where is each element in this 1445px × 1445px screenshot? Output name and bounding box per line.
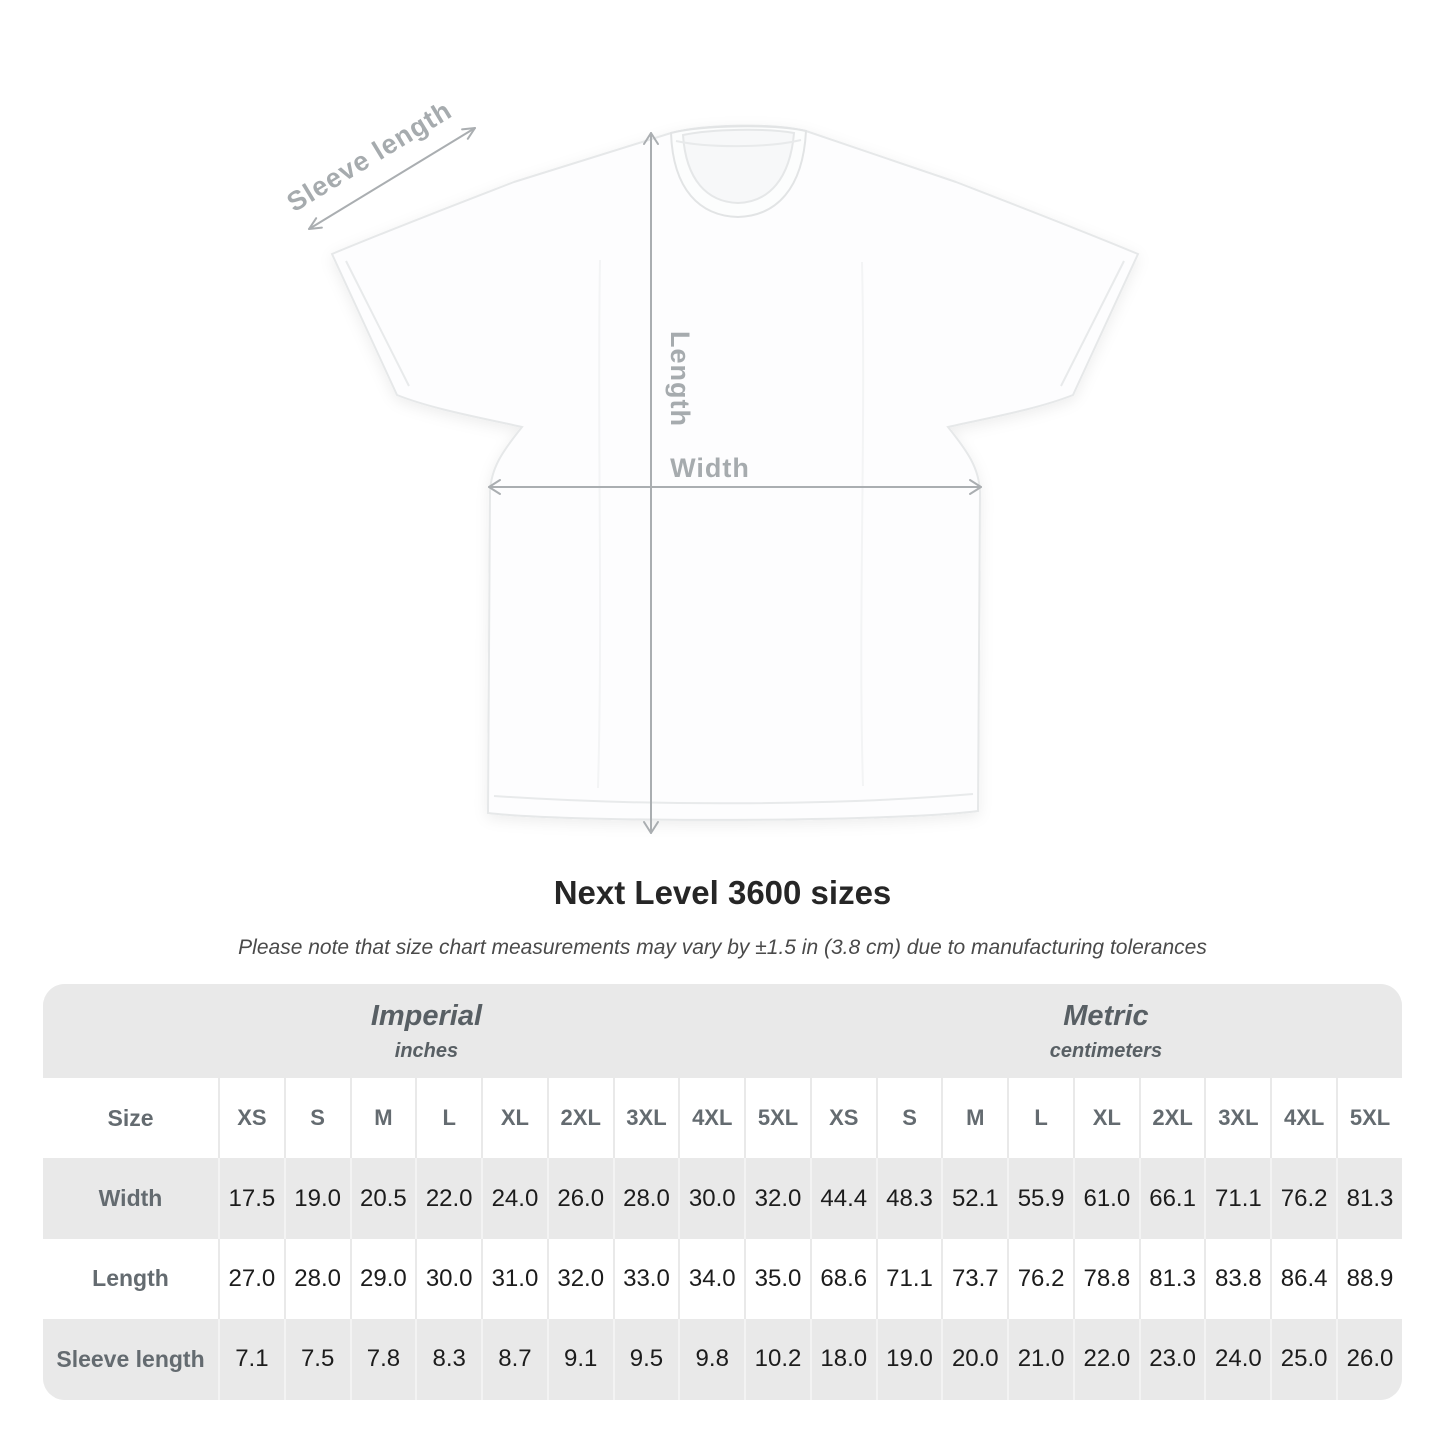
size-cell: 2XL: [547, 1078, 613, 1158]
sleeve-length-label: Sleeve length: [281, 94, 458, 218]
value-cell: 28.0: [613, 1158, 679, 1239]
value-cell: 30.0: [415, 1239, 481, 1318]
size-column-header: Size: [43, 1078, 218, 1158]
imperial-label: Imperial: [370, 999, 483, 1032]
value-cell: 18.0: [810, 1319, 876, 1400]
size-cell: 5XL: [1336, 1078, 1402, 1158]
size-cell: L: [415, 1078, 481, 1158]
value-cell: 7.1: [218, 1319, 284, 1400]
value-cell: 71.1: [1204, 1158, 1270, 1239]
value-cell: 81.3: [1139, 1239, 1205, 1318]
imperial-group-header: [43, 984, 810, 1078]
row-label-width: Width: [43, 1158, 218, 1239]
value-cell: 83.8: [1204, 1239, 1270, 1318]
value-cell: 21.0: [1007, 1319, 1073, 1400]
size-cell: 3XL: [1204, 1078, 1270, 1158]
value-cell: 27.0: [218, 1239, 284, 1318]
value-cell: 26.0: [547, 1158, 613, 1239]
value-cell: 52.1: [941, 1158, 1007, 1239]
value-cell: 68.6: [810, 1239, 876, 1318]
value-cell: 34.0: [678, 1239, 744, 1318]
table-row-sleeve-length: [43, 1319, 1402, 1400]
size-cell: 4XL: [1270, 1078, 1336, 1158]
row-label-sleeve-length: Sleeve length: [43, 1319, 218, 1400]
size-chart-table: [43, 984, 1402, 1400]
size-cell: 3XL: [613, 1078, 679, 1158]
size-chart: [43, 984, 1402, 1400]
value-cell: 71.1: [876, 1239, 942, 1318]
imperial-unit: inches: [394, 1039, 459, 1062]
value-cell: 22.0: [415, 1158, 481, 1239]
size-cell: S: [284, 1078, 350, 1158]
value-cell: 29.0: [350, 1239, 416, 1318]
value-cell: 61.0: [1073, 1158, 1139, 1239]
value-cell: 66.1: [1139, 1158, 1205, 1239]
value-cell: 20.5: [350, 1158, 416, 1239]
value-cell: 73.7: [941, 1239, 1007, 1318]
value-cell: 44.4: [810, 1158, 876, 1239]
value-cell: 26.0: [1336, 1319, 1402, 1400]
value-cell: 24.0: [481, 1158, 547, 1239]
value-cell: 8.7: [481, 1319, 547, 1400]
value-cell: 28.0: [284, 1239, 350, 1318]
size-cell: L: [1007, 1078, 1073, 1158]
value-cell: 48.3: [876, 1158, 942, 1239]
size-cell: 5XL: [744, 1078, 810, 1158]
value-cell: 9.5: [613, 1319, 679, 1400]
page-title: Next Level 3600 sizes: [553, 874, 892, 911]
value-cell: 9.8: [678, 1319, 744, 1400]
width-label: Width: [670, 453, 750, 483]
value-cell: 55.9: [1007, 1158, 1073, 1239]
row-label-length: Length: [43, 1239, 218, 1318]
value-cell: 35.0: [744, 1239, 810, 1318]
size-cell: M: [941, 1078, 1007, 1158]
value-cell: 76.2: [1007, 1239, 1073, 1318]
size-header-row: [43, 1078, 1402, 1158]
value-cell: 24.0: [1204, 1319, 1270, 1400]
table-row-length: [43, 1239, 1402, 1318]
metric-label: Metric: [1063, 999, 1149, 1032]
value-cell: 86.4: [1270, 1239, 1336, 1318]
value-cell: 30.0: [678, 1158, 744, 1239]
size-cell: XS: [218, 1078, 284, 1158]
size-cell: XL: [481, 1078, 547, 1158]
value-cell: 32.0: [744, 1158, 810, 1239]
unit-group-header-row: [43, 984, 1402, 1078]
value-cell: 19.0: [284, 1158, 350, 1239]
value-cell: 9.1: [547, 1319, 613, 1400]
table-row-width: [43, 1158, 1402, 1239]
size-cell: S: [876, 1078, 942, 1158]
value-cell: 81.3: [1336, 1158, 1402, 1239]
value-cell: 33.0: [613, 1239, 679, 1318]
value-cell: 78.8: [1073, 1239, 1139, 1318]
size-cell: M: [350, 1078, 416, 1158]
value-cell: 25.0: [1270, 1319, 1336, 1400]
length-label: Length: [665, 331, 695, 427]
metric-group-header: [810, 984, 1402, 1078]
value-cell: 10.2: [744, 1319, 810, 1400]
value-cell: 19.0: [876, 1319, 942, 1400]
value-cell: 32.0: [547, 1239, 613, 1318]
value-cell: 22.0: [1073, 1319, 1139, 1400]
value-cell: 31.0: [481, 1239, 547, 1318]
value-cell: 8.3: [415, 1319, 481, 1400]
value-cell: 17.5: [218, 1158, 284, 1239]
size-cell: XS: [810, 1078, 876, 1158]
value-cell: 7.8: [350, 1319, 416, 1400]
size-cell: 2XL: [1139, 1078, 1205, 1158]
value-cell: 20.0: [941, 1319, 1007, 1400]
size-cell: XL: [1073, 1078, 1139, 1158]
metric-unit: centimeters: [1049, 1039, 1163, 1062]
size-cell: 4XL: [678, 1078, 744, 1158]
value-cell: 23.0: [1139, 1319, 1205, 1400]
value-cell: 7.5: [284, 1319, 350, 1400]
value-cell: 76.2: [1270, 1158, 1336, 1239]
value-cell: 88.9: [1336, 1239, 1402, 1318]
tolerance-note: Please note that size chart measurements may vary by ±1.5 in (3.8 cm) due to manufacturing tolerances: [238, 936, 1207, 959]
